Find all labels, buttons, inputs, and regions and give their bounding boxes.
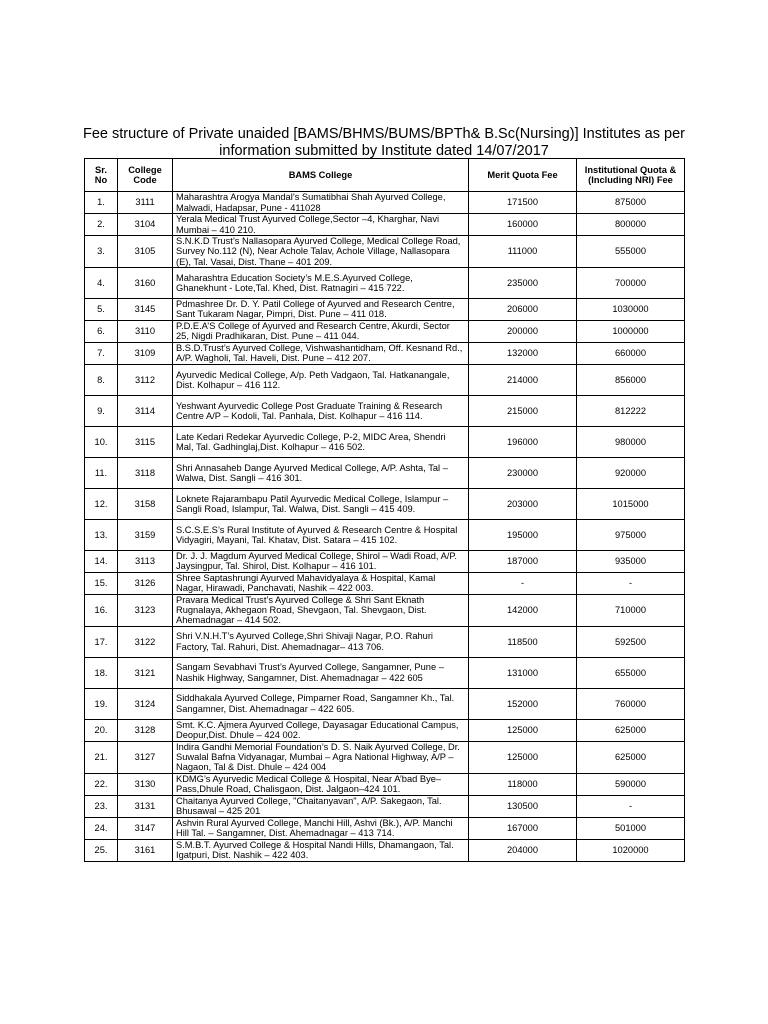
row-sr-no	[85, 519, 118, 550]
row-sr-no-text: 24.	[94, 823, 108, 834]
row-merit-fee	[469, 594, 577, 626]
row-college-name	[173, 192, 469, 214]
row-college-name-text: Shri V.N.H.T’s Ayurved College,Shri Shivaji Nagar, P.O. Rahuri Factory, Tal. Rahuri, Dist. Ahemadnagar– 413 706.	[176, 631, 433, 652]
row-institutional-fee-text: 590000	[614, 779, 647, 790]
row-merit-fee	[469, 795, 577, 817]
row-college-code	[118, 320, 173, 342]
table-row	[85, 342, 685, 364]
row-sr-no-text: 8.	[97, 374, 105, 385]
row-merit-fee	[469, 550, 577, 572]
row-college-name-text: Shree Saptashrungi Ayurved Mahavidyalaya & Hospital, Kamal Nagar, Hirawadi, Panchavati, Nashik – 422 003.	[176, 573, 436, 594]
row-merit-fee-text: -	[520, 578, 525, 589]
row-college-name-text: Sangam Sevabhavi Trust’s Ayurved College, Sangamner, Pune – Nashik Highway, Sangamner, Dist. Ahemadnagar – 422 605	[176, 662, 444, 683]
row-institutional-fee-text: -	[628, 578, 633, 589]
row-college-name	[173, 426, 469, 457]
table-row	[85, 267, 685, 298]
row-college-code	[118, 364, 173, 395]
row-college-code	[118, 626, 173, 657]
row-college-name-text: Ashvin Rural Ayurved College, Manchi Hill, Ashvi (Bk.), A/P. Manchi Hill Tal. – Sangamner, Dist. Ahemadnagar – 413 714.	[176, 817, 453, 839]
row-college-name	[173, 267, 469, 298]
row-merit-fee	[469, 457, 577, 488]
row-college-code	[118, 426, 173, 457]
row-college-name	[173, 688, 469, 719]
row-merit-fee	[469, 192, 577, 214]
row-college-code-text: 3160	[134, 277, 156, 288]
row-college-name-text: Late Kedari Redekar Ayurvedic College, P-2, MIDC Area, Shendri Mal, Tal. Gadhinglaj,Dist. Kolhapur – 416 502.	[176, 431, 446, 452]
row-institutional-fee-text: 935000	[614, 556, 647, 567]
row-college-code	[118, 657, 173, 688]
row-sr-no	[85, 773, 118, 795]
fee-structure-table	[84, 158, 685, 862]
row-college-name	[173, 550, 469, 572]
row-college-name-text: S.C.S.E.S’s Rural Institute of Ayurved & Research Centre & Hospital Vidyagiri, Mayani, Tal. Khatav, Dist. Satara – 415 102.	[176, 524, 458, 545]
row-college-name-text: S.N.K.D Trust’s Nallasopara Ayurved College, Medical College Road, Survey No.112 (N), Near Achole Talav, Achole Village, Nallasopara (E), Tal. Vasai, Dist. Thane – 401 209.	[176, 236, 461, 267]
table-row	[85, 795, 685, 817]
row-merit-fee-text: 132000	[506, 348, 539, 359]
row-college-name	[173, 719, 469, 741]
row-merit-fee	[469, 519, 577, 550]
row-college-name	[173, 320, 469, 342]
row-college-code-text: 3161	[134, 845, 156, 856]
row-sr-no-text: 3.	[97, 246, 105, 257]
row-college-code	[118, 267, 173, 298]
row-sr-no	[85, 626, 118, 657]
header-college-code: College Code	[118, 159, 173, 192]
row-institutional-fee-text: 555000	[614, 246, 647, 257]
row-institutional-fee-text: 655000	[614, 667, 647, 678]
row-college-code	[118, 688, 173, 719]
row-college-code-text: 3123	[134, 605, 156, 616]
row-sr-no	[85, 320, 118, 342]
header-sr-no: Sr. No	[85, 159, 118, 192]
row-merit-fee	[469, 626, 577, 657]
row-college-name-text: S.M.B.T. Ayurved College & Hospital Nandi Hills, Dhamangaon, Tal. Igatpuri, Dist. Nashik – 422 403.	[176, 839, 454, 861]
row-sr-no-text: 21.	[94, 752, 108, 763]
table-row	[85, 741, 685, 773]
row-institutional-fee	[577, 426, 685, 457]
table-row	[85, 395, 685, 426]
row-sr-no-text: 23.	[94, 801, 108, 812]
row-institutional-fee	[577, 773, 685, 795]
row-sr-no-text: 22.	[94, 779, 108, 790]
row-institutional-fee	[577, 719, 685, 741]
row-college-code-text: 3105	[134, 246, 156, 257]
row-college-name-text: P.D.E.A’S College of Ayurved and Research Centre, Akurdi, Sector 25, Nigdi Pradhikaran, Dist. Pune – 411 044.	[176, 321, 450, 342]
row-college-name-text: Ayurvedic Medical College, A/p. Peth Vadgaon, Tal. Hatkanangale, Dist. Kolhapur – 416 112.	[176, 369, 450, 390]
row-college-code	[118, 839, 173, 861]
row-institutional-fee-text: 920000	[614, 467, 647, 478]
row-college-name-text: Pravara Medical Trust’s Ayurved College & Shri Sant Eknath Rugnalaya, Akhegaon Road, Shevgaon, Tal. Shevgaon, Dist. Ahemadnagar – 414 502.	[176, 594, 427, 626]
row-institutional-fee	[577, 741, 685, 773]
row-college-name	[173, 342, 469, 364]
row-merit-fee	[469, 657, 577, 688]
row-sr-no	[85, 572, 118, 594]
row-institutional-fee-text: 660000	[614, 348, 647, 359]
row-merit-fee	[469, 773, 577, 795]
row-sr-no	[85, 192, 118, 214]
row-institutional-fee-text: 812222	[614, 405, 647, 416]
row-college-name	[173, 773, 469, 795]
row-sr-no	[85, 550, 118, 572]
table-row	[85, 364, 685, 395]
row-merit-fee-text: 200000	[506, 326, 539, 337]
row-merit-fee	[469, 395, 577, 426]
table-row	[85, 214, 685, 236]
row-institutional-fee-text: 501000	[614, 823, 647, 834]
row-college-code-text: 3147	[134, 823, 156, 834]
row-institutional-fee-text: 980000	[614, 436, 647, 447]
row-college-code	[118, 795, 173, 817]
row-merit-fee-text: 142000	[506, 605, 539, 616]
row-college-code	[118, 817, 173, 839]
row-institutional-fee-text: 800000	[614, 219, 647, 230]
row-merit-fee	[469, 320, 577, 342]
row-sr-no-text: 9.	[97, 405, 105, 416]
row-college-name-text: Maharashtra Arogya Mandal’s Sumatibhai Shah Ayurved College, Malwadi, Hadapsar, Pune - 411028	[176, 192, 446, 213]
table-row	[85, 298, 685, 320]
row-college-name	[173, 488, 469, 519]
row-college-code-text: 3158	[134, 498, 156, 509]
row-college-name	[173, 457, 469, 488]
row-merit-fee-text: 203000	[506, 498, 539, 509]
row-college-name	[173, 519, 469, 550]
table-header-row	[85, 159, 685, 192]
row-institutional-fee-text: 856000	[614, 374, 647, 385]
row-merit-fee-text: 130500	[506, 801, 539, 812]
row-sr-no-text: 19.	[94, 698, 108, 709]
row-merit-fee-text: 125000	[506, 725, 539, 736]
row-institutional-fee-text: 625000	[614, 752, 647, 763]
row-sr-no-text: 13.	[94, 529, 108, 540]
row-sr-no	[85, 488, 118, 519]
row-institutional-fee	[577, 267, 685, 298]
row-institutional-fee-text: 1030000	[612, 304, 649, 315]
row-merit-fee-text: 171500	[506, 197, 539, 208]
row-college-name	[173, 839, 469, 861]
row-merit-fee-text: 214000	[506, 374, 539, 385]
row-sr-no	[85, 839, 118, 861]
table-row	[85, 550, 685, 572]
row-college-code-text: 3124	[134, 698, 156, 709]
row-college-name	[173, 817, 469, 839]
row-institutional-fee	[577, 214, 685, 236]
row-college-name	[173, 795, 469, 817]
row-college-name-text: Maharashtra Education Society’s M.E.S.Ayurved College, Ghanekhunt - Lote,Tal. Khed, Dist. Ratnagiri – 415 722.	[176, 272, 413, 293]
row-sr-no	[85, 795, 118, 817]
row-sr-no	[85, 214, 118, 236]
row-college-code-text: 3126	[134, 578, 156, 589]
row-college-code	[118, 214, 173, 236]
table-row	[85, 839, 685, 861]
table-row	[85, 488, 685, 519]
table-row	[85, 817, 685, 839]
row-college-name	[173, 626, 469, 657]
row-merit-fee-text: 196000	[506, 436, 539, 447]
row-college-code-text: 3111	[135, 197, 155, 208]
document-title	[60, 126, 708, 160]
row-sr-no-text: 17.	[94, 636, 108, 647]
row-institutional-fee-text: 625000	[614, 725, 647, 736]
row-college-code-text: 3110	[135, 326, 155, 337]
row-institutional-fee	[577, 342, 685, 364]
row-merit-fee-text: 118000	[507, 779, 538, 790]
table-body	[85, 192, 685, 862]
row-institutional-fee-text: 700000	[614, 277, 647, 288]
row-sr-no	[85, 457, 118, 488]
row-college-name	[173, 594, 469, 626]
row-institutional-fee	[577, 519, 685, 550]
row-institutional-fee	[577, 298, 685, 320]
row-college-name-text: Smt. K.C. Ajmera Ayurved College, Dayasagar Educational Campus, Deopur,Dist. Dhule – 424 002.	[176, 719, 459, 741]
row-merit-fee	[469, 342, 577, 364]
row-college-code	[118, 594, 173, 626]
row-college-name	[173, 395, 469, 426]
row-college-code	[118, 488, 173, 519]
row-sr-no	[85, 236, 118, 268]
row-merit-fee	[469, 267, 577, 298]
row-institutional-fee	[577, 657, 685, 688]
row-college-code-text: 3145	[134, 304, 156, 315]
row-college-code	[118, 395, 173, 426]
row-college-name	[173, 236, 469, 268]
row-college-name-text: Yerala Medical Trust Ayurved College,Sector –4, Kharghar, Navi Mumbai – 410 210.	[176, 214, 440, 235]
row-merit-fee-text: 215000	[506, 405, 539, 416]
row-merit-fee-text: 152000	[506, 698, 539, 709]
row-institutional-fee	[577, 488, 685, 519]
row-college-code-text: 3114	[135, 405, 155, 416]
row-institutional-fee	[577, 192, 685, 214]
row-sr-no	[85, 741, 118, 773]
row-college-name-text: Indira Gandhi Memorial Foundation’s D. S. Naik Ayurved College, Dr. Suwalal Bafna Vidyanagar, Mumbai – Agra National Highway, A/P – Nagaon, Tal & Dist. Dhule – 424 004	[176, 741, 460, 773]
row-college-code	[118, 298, 173, 320]
row-sr-no	[85, 342, 118, 364]
row-college-code	[118, 572, 173, 594]
row-sr-no-text: 16.	[94, 605, 108, 616]
row-sr-no	[85, 395, 118, 426]
table-row	[85, 719, 685, 741]
row-college-code	[118, 550, 173, 572]
row-institutional-fee	[577, 572, 685, 594]
row-college-code-text: 3130	[134, 779, 156, 790]
row-sr-no	[85, 817, 118, 839]
row-institutional-fee-text: 975000	[614, 529, 647, 540]
row-sr-no	[85, 267, 118, 298]
row-institutional-fee	[577, 550, 685, 572]
row-college-code-text: 3115	[135, 436, 155, 447]
row-merit-fee	[469, 741, 577, 773]
row-institutional-fee	[577, 457, 685, 488]
table-row	[85, 320, 685, 342]
table-row	[85, 626, 685, 657]
table-row	[85, 457, 685, 488]
row-college-code	[118, 519, 173, 550]
row-college-code	[118, 773, 173, 795]
row-college-name-text: Pdmashree Dr. D. Y. Patil College of Ayurved and Research Centre, Sant Tukaram Nagar, Pimpri, Dist. Pune – 411 018.	[176, 299, 455, 320]
row-college-name	[173, 741, 469, 773]
table-row	[85, 773, 685, 795]
row-college-code	[118, 342, 173, 364]
row-sr-no-text: 11.	[94, 467, 108, 478]
row-college-code-text: 3121	[134, 667, 156, 678]
row-institutional-fee	[577, 817, 685, 839]
row-college-name-text: Siddhakala Ayurved College, Pimparner Road, Sangamner Kh., Tal. Sangamner, Dist. Ahemadnagar – 422 605.	[176, 693, 455, 714]
row-sr-no-text: 2.	[97, 219, 105, 230]
row-merit-fee	[469, 817, 577, 839]
row-sr-no-text: 6.	[97, 326, 105, 337]
row-college-name	[173, 657, 469, 688]
row-college-code-text: 3131	[134, 801, 156, 812]
row-college-code	[118, 192, 173, 214]
row-merit-fee	[469, 488, 577, 519]
row-college-name-text: Shri Annasaheb Dange Ayurved Medical College, A/P. Ashta, Tal – Walwa, Dist. Sangli – 416 301.	[176, 462, 448, 483]
table-row	[85, 572, 685, 594]
row-college-code-text: 3127	[134, 752, 156, 763]
row-sr-no-text: 25.	[94, 845, 108, 856]
row-institutional-fee-text: 1015000	[612, 498, 649, 509]
table-row	[85, 426, 685, 457]
row-college-name	[173, 214, 469, 236]
row-merit-fee-text: 230000	[506, 467, 539, 478]
row-college-name-text: Chaitanya Ayurved College, "Chaitanyavan", A/P. Sakegaon, Tal. Bhusawal – 425 201	[176, 795, 442, 817]
title-line-1: Fee structure of Private unaided [BAMS/BHMS/BUMS/BPTh& B.Sc(Nursing)] Institutes as per	[83, 126, 685, 142]
table-row	[85, 688, 685, 719]
row-institutional-fee-text: 1020000	[612, 845, 649, 856]
row-sr-no-text: 20.	[94, 725, 108, 736]
row-sr-no-text: 10.	[94, 436, 108, 447]
row-sr-no	[85, 688, 118, 719]
row-sr-no-text: 4.	[97, 277, 105, 288]
row-merit-fee-text: 160000	[506, 219, 539, 230]
row-institutional-fee	[577, 395, 685, 426]
row-merit-fee	[469, 426, 577, 457]
row-institutional-fee-text: 710000	[614, 605, 647, 616]
row-merit-fee-text: 125000	[506, 752, 539, 763]
row-merit-fee-text: 111000	[507, 246, 538, 257]
row-merit-fee-text: 118500	[507, 636, 538, 647]
row-college-name	[173, 572, 469, 594]
row-college-name	[173, 364, 469, 395]
row-college-name-text: Dr. J. J. Magdum Ayurved Medical College, Shirol – Wadi Road, A/P. Jaysingpur, Tal. Shirol, Dist. Kolhapur – 416 101.	[176, 551, 457, 572]
row-college-code	[118, 236, 173, 268]
row-sr-no-text: 12.	[94, 498, 108, 509]
table-row	[85, 657, 685, 688]
row-institutional-fee	[577, 795, 685, 817]
row-institutional-fee	[577, 236, 685, 268]
row-institutional-fee-text: 1000000	[612, 326, 649, 337]
header-college: BAMS College	[173, 159, 469, 192]
row-sr-no-text: 14.	[94, 556, 108, 567]
row-college-name	[173, 298, 469, 320]
row-sr-no-text: 1.	[97, 197, 105, 208]
row-merit-fee-text: 195000	[506, 529, 539, 540]
row-merit-fee-text: 204000	[506, 845, 539, 856]
header-merit-fee: Merit Quota Fee	[469, 159, 577, 192]
row-sr-no	[85, 298, 118, 320]
row-sr-no	[85, 657, 118, 688]
row-merit-fee	[469, 572, 577, 594]
row-merit-fee-text: 206000	[506, 304, 539, 315]
row-college-code-text: 3113	[135, 556, 155, 567]
row-college-code-text: 3122	[134, 636, 156, 647]
row-college-code-text: 3159	[134, 529, 156, 540]
row-college-name-text: KDMG’s Ayurvedic Medical College & Hospital, Near A’bad Bye–Pass,Dhule Road, Chalisgaon, Dist. Jalgaon–424 101.	[176, 773, 442, 795]
row-college-name-text: Yeshwant Ayurvedic College Post Graduate Training & Research Centre A/P – Kodoli, Tal. Panhala, Dist. Kolhapur – 416 114.	[176, 400, 443, 421]
row-sr-no	[85, 594, 118, 626]
row-institutional-fee-text: 760000	[614, 698, 647, 709]
row-sr-no-text: 18.	[94, 667, 108, 678]
row-college-code-text: 3112	[135, 374, 155, 385]
row-sr-no	[85, 364, 118, 395]
row-sr-no	[85, 719, 118, 741]
row-merit-fee	[469, 688, 577, 719]
row-institutional-fee-text: 875000	[614, 197, 647, 208]
row-institutional-fee-text: -	[628, 801, 633, 812]
row-college-name-text: B.S.D.Trust’s Ayurved College, Vishwashantidham, Off. Kesnand Rd., A/P. Wagholi, Tal. Haveli, Dist. Pune – 412 207.	[176, 343, 463, 364]
row-sr-no	[85, 426, 118, 457]
row-merit-fee	[469, 364, 577, 395]
row-merit-fee	[469, 719, 577, 741]
row-college-code	[118, 741, 173, 773]
row-institutional-fee	[577, 626, 685, 657]
row-institutional-fee	[577, 364, 685, 395]
row-merit-fee-text: 235000	[506, 277, 539, 288]
row-sr-no-text: 7.	[97, 348, 105, 359]
row-merit-fee-text: 131000	[506, 667, 539, 678]
row-college-code	[118, 719, 173, 741]
row-institutional-fee	[577, 320, 685, 342]
row-college-code-text: 3109	[134, 348, 156, 359]
row-institutional-fee	[577, 839, 685, 861]
row-institutional-fee	[577, 688, 685, 719]
table-row	[85, 236, 685, 268]
row-institutional-fee-text: 592500	[614, 636, 647, 647]
row-institutional-fee	[577, 594, 685, 626]
row-sr-no-text: 5.	[97, 304, 105, 315]
header-institutional-fee: Institutional Quota & (Including NRI) Fee	[577, 159, 685, 192]
row-sr-no-text: 15.	[94, 578, 108, 589]
row-college-code-text: 3118	[135, 467, 155, 478]
row-college-name-text: Loknete Rajarambapu Patil Ayurvedic Medical College, Islampur – Sangli Road, Islampur, Tal. Walwa, Dist. Sangli – 415 409.	[176, 493, 449, 514]
row-college-code-text: 3104	[134, 219, 156, 230]
row-college-code-text: 3128	[134, 725, 156, 736]
table-row	[85, 192, 685, 214]
table-row	[85, 519, 685, 550]
row-merit-fee	[469, 236, 577, 268]
title-line-2: information submitted by Institute dated 14/07/2017	[219, 143, 549, 159]
row-merit-fee	[469, 298, 577, 320]
row-merit-fee	[469, 839, 577, 861]
table-row	[85, 594, 685, 626]
row-merit-fee-text: 167000	[506, 823, 539, 834]
row-merit-fee-text: 187000	[506, 556, 539, 567]
row-merit-fee	[469, 214, 577, 236]
row-college-code	[118, 457, 173, 488]
